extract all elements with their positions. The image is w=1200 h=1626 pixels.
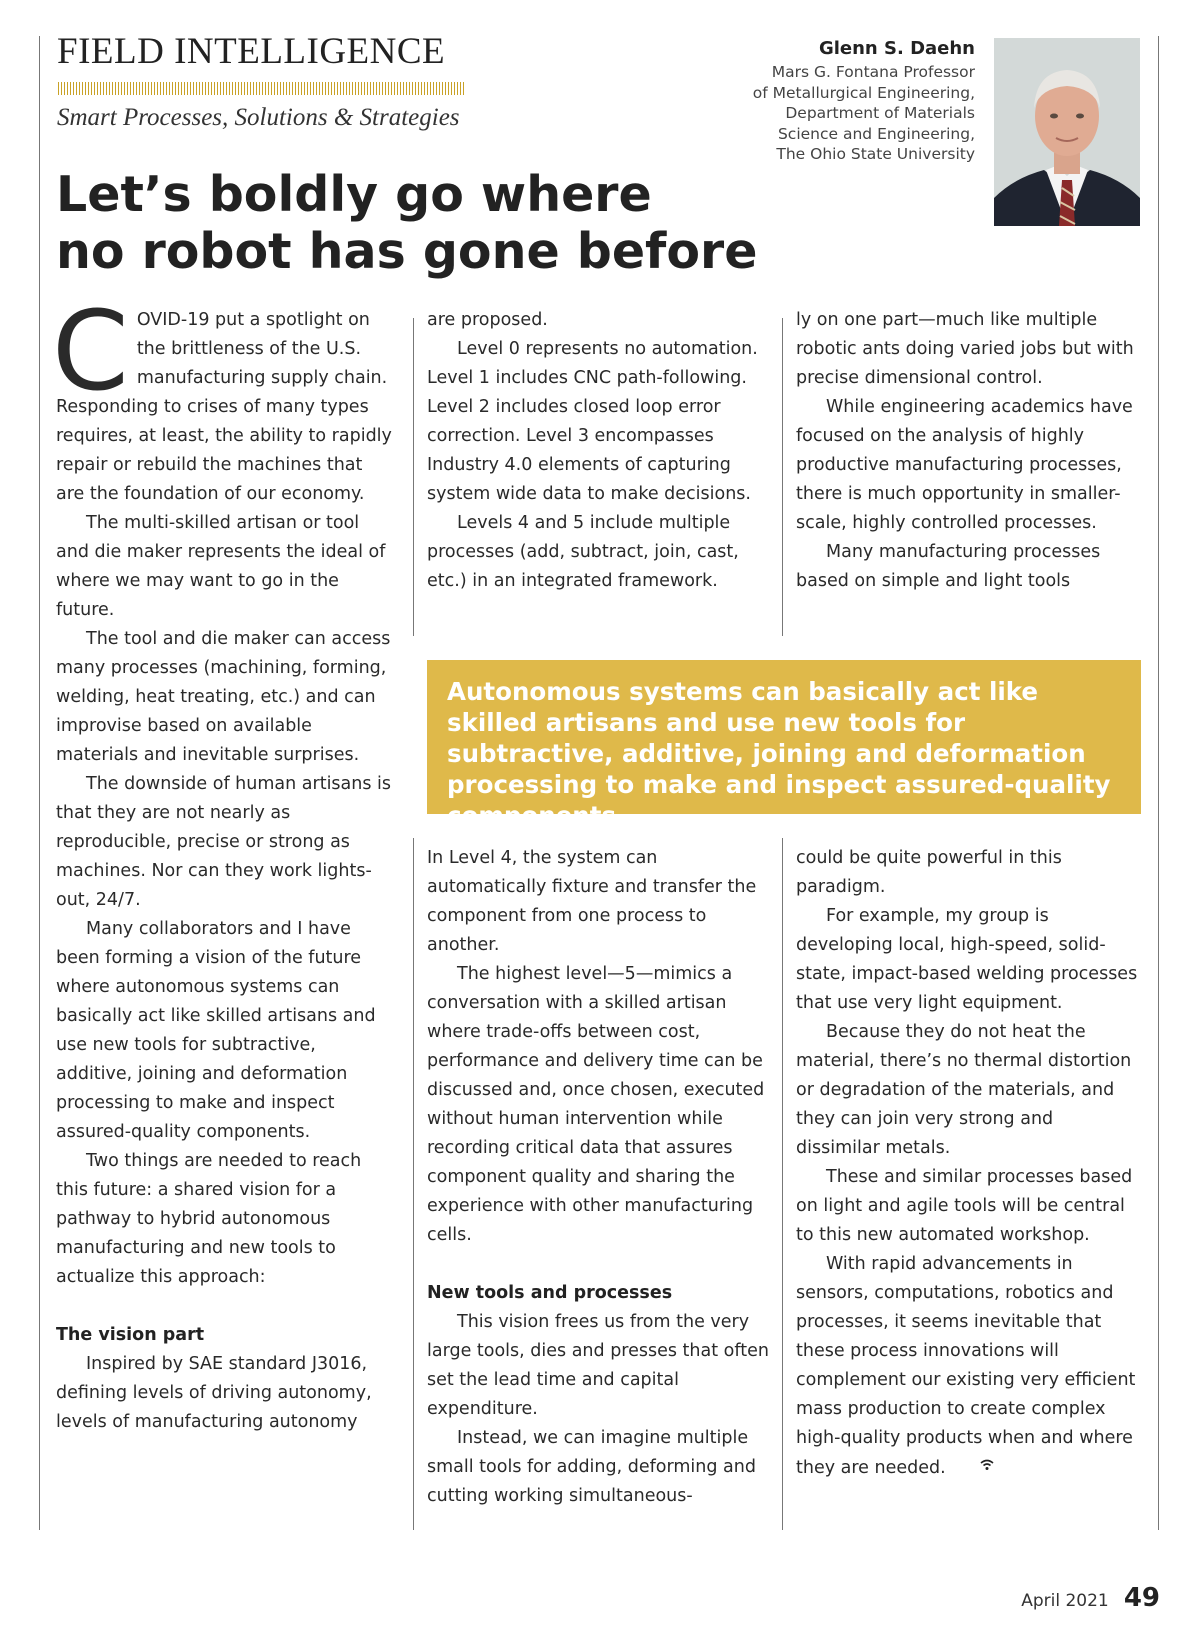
article-column-3-top xyxy=(796,306,1142,596)
paragraph: Because they do not heat the material, there’s no thermal distortion or degradation of the materials, and they can join very strong and dissimilar metals. xyxy=(796,1022,1132,1158)
author-title-line: Science and Engineering, xyxy=(777,124,975,143)
right-page-rule xyxy=(1158,36,1159,1530)
article-column-2-bottom xyxy=(427,844,773,1511)
subheading-vision-part: The vision part xyxy=(56,1325,205,1345)
final-paragraph-text: With rapid advancements in sensors, computations, robotics and processes, it seems inevitable that these process innovations will complement our existing very efficient mass production to create complex high-quality products when and where they are needed. xyxy=(796,1254,1136,1478)
paragraph: These and similar processes based on light and agile tools will be central to this new automated workshop. xyxy=(796,1167,1133,1245)
author-title-line: Mars G. Fontana Professor xyxy=(771,63,975,81)
paragraph: For example, my group is developing local, high-speed, solid-state, impact-based welding processes that use very light equipment. xyxy=(796,906,1138,1013)
author-block xyxy=(753,36,975,165)
author-title-line: The Ohio State University xyxy=(776,145,975,163)
paragraph: Levels 4 and 5 include multiple processes (add, subtract, join, cast, etc.) in an integrated framework. xyxy=(427,513,739,591)
paragraph: The highest level—5—mimics a conversation with a skilled artisan where trade-offs between cost, performance and delivery time can be discussed and, once chosen, executed without human intervention while recording critical data that assures component quality and sharing the experience with other manufacturing cells. xyxy=(427,964,765,1245)
paragraph: ly on one part—much like multiple robotic ants doing varied jobs but with precise dimensional control. xyxy=(796,310,1134,388)
subheading-new-tools: New tools and processes xyxy=(427,1283,673,1303)
author-title-line: Department of Materials xyxy=(785,104,975,122)
paragraph: The downside of human artisans is that they are not nearly as reproducible, precise or strong as machines. Nor can they work lights-out, 24/7. xyxy=(56,774,392,910)
headline-line-1: Let’s boldly go where xyxy=(56,166,652,223)
column-rule-2-top xyxy=(782,318,783,636)
paragraph: While engineering academics have focused on the analysis of highly productive manufacturing processes, there is much opportunity in smaller-scale, highly controlled processes. xyxy=(796,397,1133,533)
paragraph: are proposed. xyxy=(427,310,548,330)
page-footer xyxy=(1021,1583,1160,1613)
paragraph: The multi-skilled artisan or tool and die maker represents the ideal of where we may want to go in the future. xyxy=(56,513,386,620)
column-rule-2-bottom xyxy=(782,838,783,1530)
paragraph: In Level 4, the system can automatically fixture and transfer the component from one process to another. xyxy=(427,848,757,955)
paragraph: Instead, we can imagine multiple small tools for adding, deforming and cutting working simultaneous- xyxy=(427,1428,756,1506)
paragraph: OVID-19 put a spotlight on the brittleness of the U.S. manufacturing supply chain. Responding to crises of many types requires, at least, the ability to rapidly repair or rebuild the machines that are the foundation of our economy. xyxy=(56,310,392,504)
gold-hatch-divider xyxy=(58,82,466,95)
author-photo xyxy=(994,38,1140,226)
paragraph: Many collaborators and I have been forming a vision of the future where autonomous systems can basically act like skilled artisans and use new tools for subtractive, additive, joining and deformation processing to make and inspect assured-quality components. xyxy=(56,919,376,1142)
paragraph xyxy=(796,1250,1142,1483)
issue-date: April 2021 xyxy=(1021,1591,1109,1611)
article-column-3-bottom xyxy=(796,844,1142,1483)
page-number: 49 xyxy=(1123,1583,1160,1613)
paragraph: Level 0 represents no automation. Level 1 includes CNC path-following. Level 2 includes closed loop error correction. Level 3 encompasses Industry 4.0 elements of capturing system wide data to make decisions. xyxy=(427,339,758,504)
paragraph: could be quite powerful in this paradigm. xyxy=(796,848,1062,897)
drop-cap: C xyxy=(52,287,129,415)
left-page-rule xyxy=(39,36,40,1530)
author-title-line: of Metallurgical Engineering, xyxy=(752,83,975,102)
article-column-1 xyxy=(52,287,396,1437)
column-rule-1-top xyxy=(413,318,414,636)
column-rule-1-bottom xyxy=(413,838,414,1530)
section-subtitle: Smart Processes, Solutions & Strategies xyxy=(57,104,460,131)
paragraph: This vision frees us from the very large tools, dies and presses that often set the lead time and capital expenditure. xyxy=(427,1312,769,1419)
article-headline xyxy=(56,166,776,280)
headline-line-2: no robot has gone before xyxy=(56,223,758,280)
paragraph: The tool and die maker can access many processes (machining, forming, welding, heat treating, etc.) and can improvise based on available materials and inevitable surprises. xyxy=(56,629,391,765)
paragraph: Inspired by SAE standard J3016, defining levels of driving autonomy, levels of manufacturing autonomy xyxy=(56,1354,372,1432)
pull-quote-text: Autonomous systems can basically act like skilled artisans and use new tools for subtractive, additive, joining and deformation processing to make and inspect assured-quality components. xyxy=(447,677,1111,830)
paragraph: Many manufacturing processes based on simple and light tools xyxy=(796,542,1101,591)
article-column-2-top xyxy=(427,306,773,596)
section-title: FIELD INTELLIGENCE xyxy=(57,31,446,72)
pull-quote xyxy=(427,660,1141,830)
wifi-signal-icon xyxy=(950,1453,994,1482)
author-name: Glenn S. Daehn xyxy=(818,38,975,59)
paragraph: Two things are needed to reach this future: a shared vision for a pathway to hybrid autonomous manufacturing and new tools to actualize this approach: xyxy=(56,1151,362,1287)
